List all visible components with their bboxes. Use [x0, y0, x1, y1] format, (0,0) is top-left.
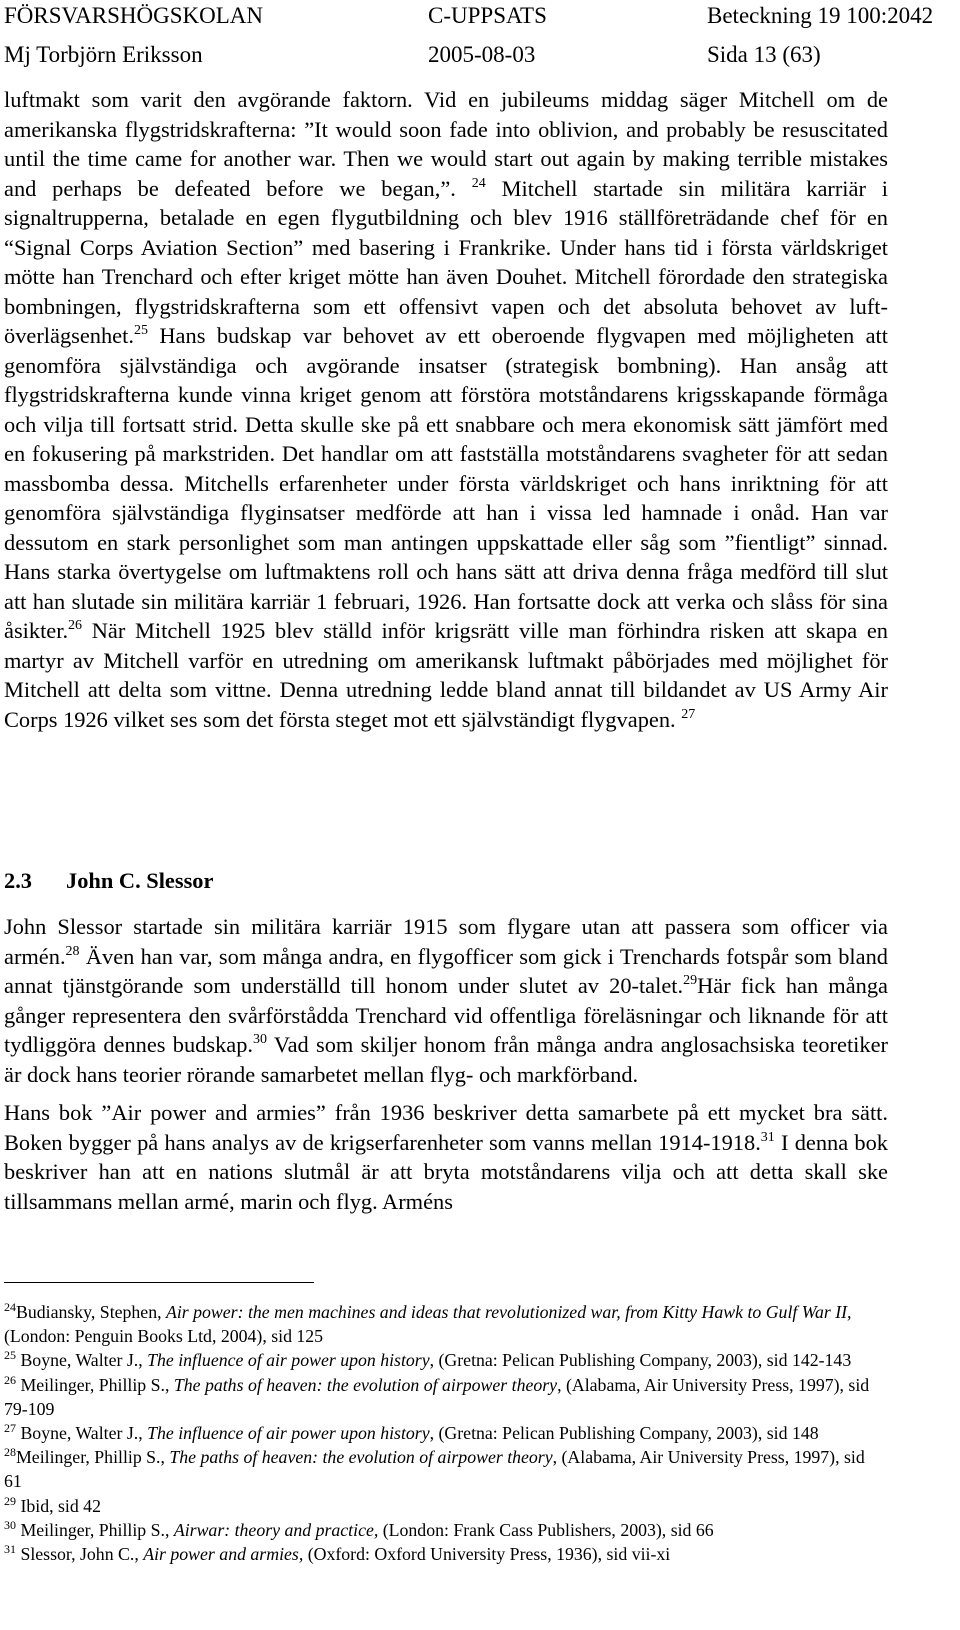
footnote-30: [4, 1518, 884, 1542]
text-run: Här fick han många gånger representera den svårförstådda Trenchard vid offentliga föreläsningar och liknande för att tydliggöra dennes budskap.: [4, 973, 888, 1057]
text-run: Även han var, som många andra, en flygofficer som gick i Trenchards fotspår som bland annat tjänstgörande som underställd till honom under slutet av 20-talet.: [4, 943, 888, 998]
footnote-title: The influence of air power upon history: [147, 1423, 430, 1444]
text-run: luftmakt som varit den avgörande faktorn. Vid en jubileums middag säger Mitchell om de amerikanska flygstridskrafterna: ”It would soon fade into oblivion, and probably be resuscitated until the time came for another war. Then we would start out again by making terrible mistakes and perhaps be defeated before we began,”.: [4, 87, 888, 201]
footnote-ref-25[interactable]: 25: [133, 323, 148, 338]
footnote-number: 28: [4, 1445, 16, 1460]
footnote-author: Boyne, Walter J.,: [16, 1350, 148, 1371]
footnote-author: Ibid, sid 42: [16, 1495, 101, 1516]
footnote-publication: (Oxford: Oxford University Press, 1936), sid vii-xi: [303, 1544, 671, 1565]
footnote-ref-26[interactable]: 26: [68, 618, 83, 633]
footnote-number: 29: [4, 1493, 16, 1508]
footnote-author: Budiansky, Stephen,: [16, 1302, 166, 1322]
footnote-number: 31: [4, 1542, 16, 1557]
section-number: 2.3: [4, 868, 32, 893]
footnote-author: Meilinger, Phillip S.,: [16, 1519, 174, 1540]
footnote-title: The paths of heaven: the evolution of airpower theory: [169, 1447, 553, 1468]
footnote-number: 25: [4, 1348, 16, 1363]
footnote-number: 24: [4, 1300, 16, 1314]
footnote-25: [4, 1348, 884, 1372]
footnote-28: [4, 1445, 884, 1493]
text-run: Hans bok ”Air power and armies” från 1936 beskriver detta samarbete på ett mycket bra sätt. Boken bygger på hans analys av de krigserfarenheter som vanns mellan 1914-1918.: [4, 1100, 888, 1155]
section-title: John C. Slessor: [66, 868, 214, 893]
footnote-ref-29[interactable]: 29: [683, 973, 698, 988]
footnote-ref-24[interactable]: 24: [471, 175, 486, 191]
footnotes: [4, 1300, 884, 1566]
header-institution: FÖRSVARSHÖGSKOLAN: [4, 3, 264, 28]
footnote-author: Boyne, Walter J.,: [16, 1423, 148, 1444]
text-run: Vad som skiljer honom från många andra anglosachsiska teoretiker är dock hans teorier rörande samarbetet mellan flyg- och markförband.: [4, 1032, 888, 1087]
text-run: Mitchell startade sin militära karriär i signaltrupperna, betalade en egen flygutbildning och blev 1916 ställföreträdande chef för en “Signal Corps Aviation Section” med basering i Frankrike. Under hans tid i första världskriget mötte han Trenchard och efter kriget mötte han även Douhet. Mitchell förordade den strategiska bombningen, flygstridskrafterna som ett offensivt vapen och det absoluta behovet av luftöverlägsenhet.: [4, 175, 888, 348]
footnote-ref-31[interactable]: 31: [760, 1129, 775, 1145]
footnote-publication: , (Alabama, Air University Press, 1997), sid 61: [4, 1447, 865, 1492]
footnote-author: Meilinger, Phillip S.,: [16, 1447, 170, 1468]
footnote-publication: , (Gretna: Pelican Publishing Company, 2003), sid 148: [429, 1423, 819, 1444]
footnote-title: Air power: the men machines and ideas that revolutionized war, from Kitty Hawk to Gulf War II,: [165, 1302, 852, 1322]
text-run: John Slessor startade sin militära karriär 1915 som flygare utan att passera som officer via armén.: [4, 914, 888, 969]
header-designation: Beteckning 19 100:2042: [707, 3, 934, 28]
footnote-29: [4, 1494, 884, 1518]
footnote-ref-28[interactable]: 28: [65, 943, 80, 959]
footnote-publication: (London: Frank Cass Publishers, 2003), sid 66: [378, 1519, 714, 1540]
header-date: 2005-08-03: [428, 42, 536, 67]
footnote-author: Slessor, John C.,: [16, 1544, 144, 1565]
footnote-publication: , (Gretna: Pelican Publishing Company, 2003), sid 142-143: [429, 1350, 852, 1371]
header-author: Mj Torbjörn Eriksson: [4, 42, 203, 67]
paragraph-slessor-2: [4, 1098, 888, 1216]
footnote-publication: , (Alabama, Air University Press, 1997), sid 79-109: [4, 1374, 870, 1419]
footnote-separator: [4, 1282, 314, 1283]
header-doc-type: C-UPPSATS: [428, 3, 547, 28]
footnote-number: 30: [4, 1517, 16, 1532]
footnote-title: The influence of air power upon history: [147, 1350, 430, 1371]
footnote-title: The paths of heaven: the evolution of airpower theory: [173, 1374, 558, 1395]
paragraph-mitchell: [4, 85, 888, 734]
footnote-title: Air power and armies,: [143, 1544, 304, 1565]
header-page-number: Sida 13 (63): [707, 42, 821, 67]
text-run: I denna bok beskriver han att en nations slutmål är att bryta motståndarens vilja och att detta skall ske tillsammans mellan armé, marin och flyg. Arméns: [4, 1129, 888, 1214]
footnote-publication: (London: Penguin Books Ltd, 2004), sid 125: [4, 1326, 324, 1347]
footnote-31: [4, 1542, 884, 1566]
footnote-number: 26: [4, 1372, 16, 1387]
footnote-title: Airwar: theory and practice,: [173, 1519, 379, 1540]
footnote-24: [4, 1300, 884, 1348]
footnote-27: [4, 1421, 884, 1445]
footnote-author: Meilinger, Phillip S.,: [16, 1374, 174, 1395]
paragraph-slessor-1: [4, 912, 888, 1089]
text-run: Hans budskap var behovet av ett oberoende flygvapen med möjligheten att genomföra självständiga och avgörande insatser (strategisk bombning). Han ansåg att flygstridskrafterna kunde vinna kriget genom att förstöra motståndarens krigsskapande förmåga och vilja till fortsatt strid. Detta skulle ske på ett snabbare och mera ekonomisk sätt jämfört med en fokusering på markstriden. Det handlar om att fastställa motståndarens svagheter för att sedan massbomba dessa. Mitchells erfarenheter under första världskriget och hans inriktning för att genomföra självständiga flyginsatser medförde att han i vissa led hamnade i onåd. Han var dessutom en stark personlighet som man antingen uppskattade eller såg som ”fientligt” sinnad. Hans starka övertygelse om luftmaktens roll och hans sätt att driva denna fråga medförd till slut att han slutade sin militära karriär 1 februari, 1926. Han fortsatte dock att verka och slåss för sina åsikter.: [4, 323, 888, 643]
body-block-mitchell: [4, 85, 888, 734]
footnote-ref-30[interactable]: 30: [253, 1032, 267, 1047]
section-heading: [4, 866, 213, 896]
footnote-26: [4, 1373, 884, 1421]
footnote-ref-27[interactable]: 27: [681, 706, 696, 722]
text-run: När Mitchell 1925 blev ställd inför krigsrätt ville man förhindra risken att skapa en martyr av Mitchell varför en utredning om amerikansk luftmakt påbörjades med möjlighet för Mitchell att delta som vittne. Denna utredning ledde bland annat till bildandet av US Army Air Corps 1926 vilket ses som det första steget mot ett självständigt flygvapen.: [4, 618, 888, 732]
body-block-slessor: [4, 912, 888, 1216]
footnote-number: 27: [4, 1421, 16, 1436]
